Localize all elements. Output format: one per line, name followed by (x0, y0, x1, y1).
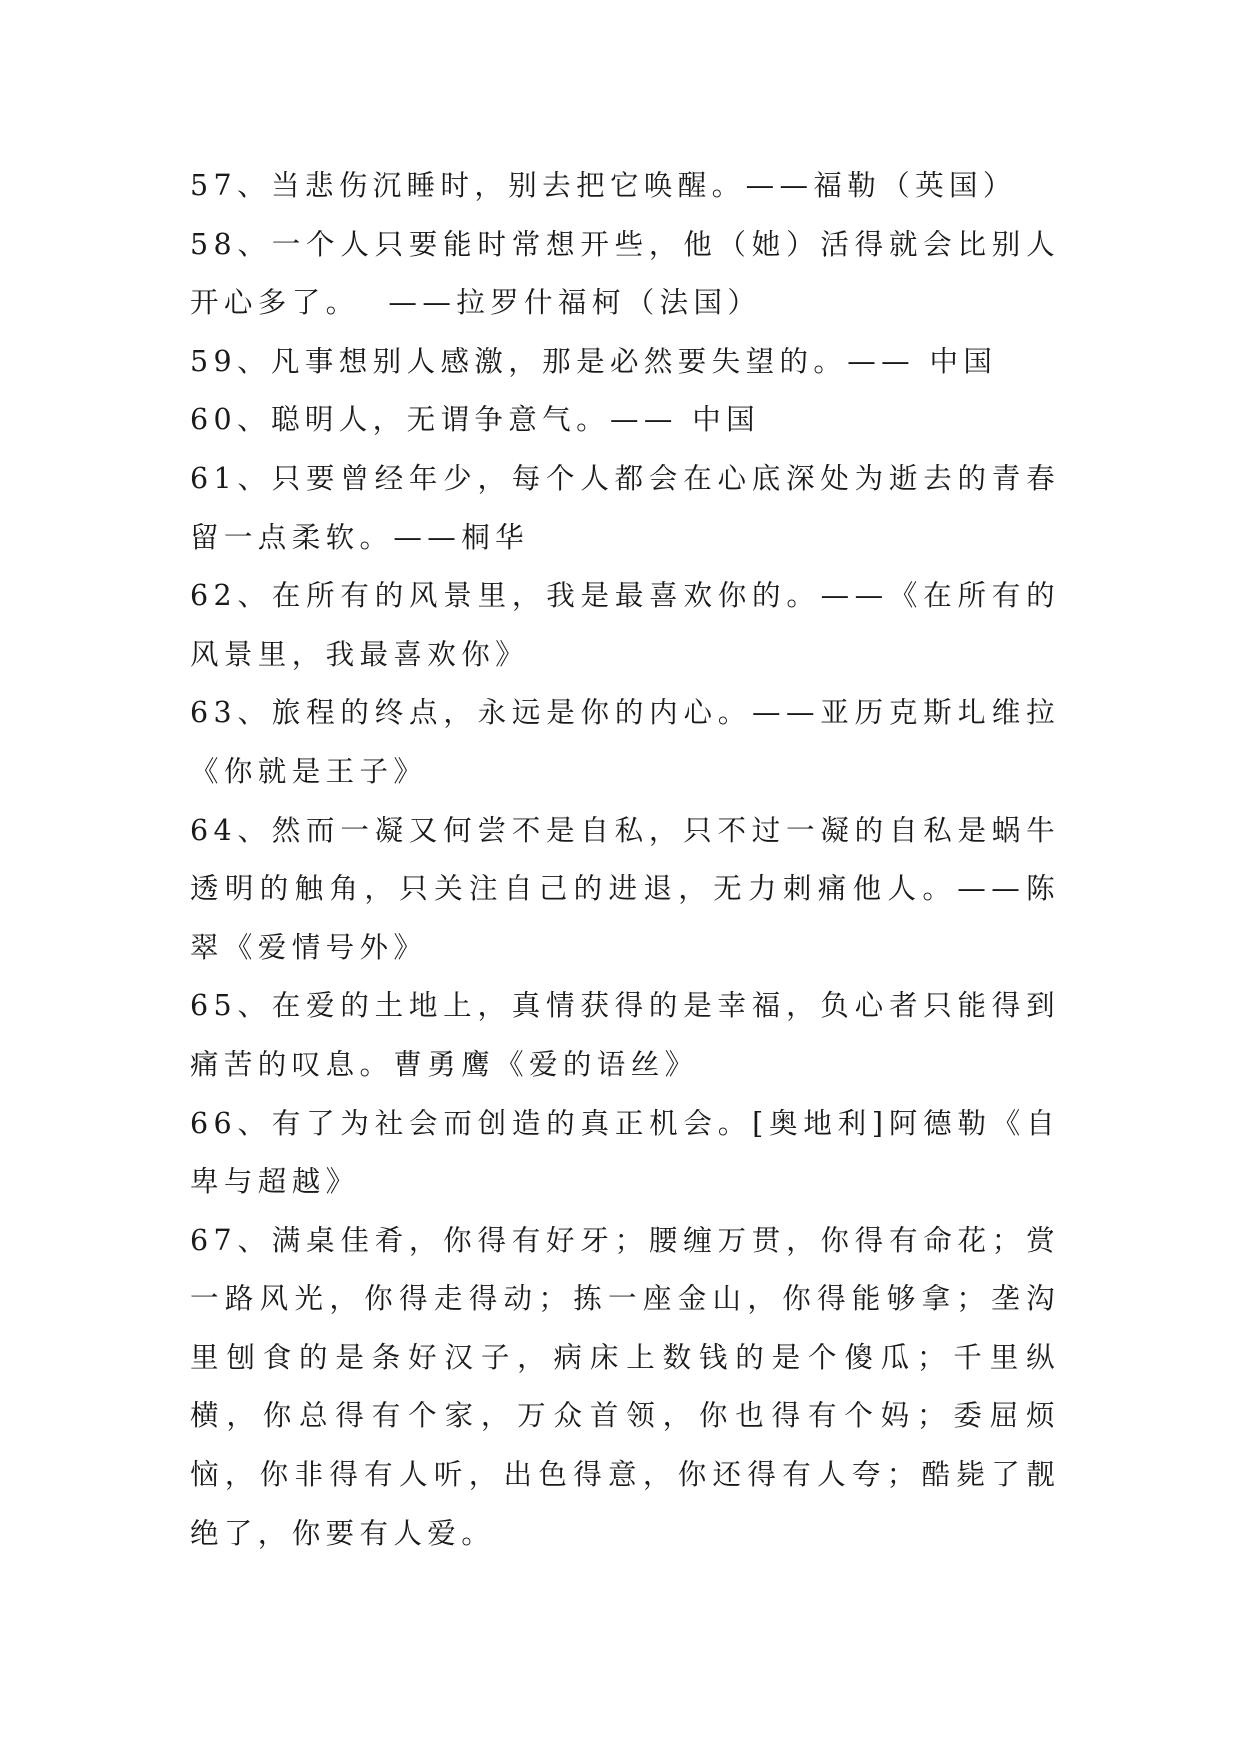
quote-58: 58、一个人只要能时常想开些，他（她）活得就会比别人开心多了。 ——拉罗什福柯（法国） (190, 227, 1060, 320)
document-page (190, 157, 1060, 1563)
quote-65: 65、在爱的土地上，真情获得的是幸福，负心者只能得到痛苦的叹息。曹勇鹰《爱的语丝》 (190, 989, 1060, 1081)
quote-57: 57、当悲伤沉睡时，别去把它唤醒。——福勒（英国） (190, 169, 1017, 202)
quote-62: 62、在所有的风景里，我是最喜欢你的。——《在所有的风景里，我最喜欢你》 (190, 579, 1060, 671)
quote-64: 64、然而一凝又何尝不是自私，只不过一凝的自私是蜗牛透明的触角，只关注自己的进退，无力刺痛他人。——陈翠《爱情号外》 (190, 813, 1060, 964)
quote-63: 63、旅程的终点，永远是你的内心。——亚历克斯圠维拉《你就是王子》 (190, 696, 1060, 788)
quote-59: 59、凡事想别人感激，那是必然要失望的。—— 中国 (190, 344, 998, 378)
quote-61: 61、只要曾经年少，每个人都会在心底深处为逝去的青春留一点柔软。——桐华 (190, 461, 1060, 554)
quote-60: 60、聪明人，无谓争意气。—— 中国 (190, 403, 761, 437)
quote-66: 66、有了为社会而创造的真正机会。[奥地利]阿德勒《自卑与超越》 (190, 1106, 1060, 1199)
quote-67: 67、满桌佳肴，你得有好牙；腰缠万贯，你得有命花；赏一路风光，你得走得动；拣一座金山，你得能够拿；垄沟里刨食的是条好汉子，病床上数钱的是个傻瓜；千里纵横，你总得有个家，万众首领，你也得有个妈；委屈烦恼，你非得有人听，出色得意，你还得有人夸；酷毙了靓绝了，你要有人爱。 (190, 1223, 1060, 1550)
